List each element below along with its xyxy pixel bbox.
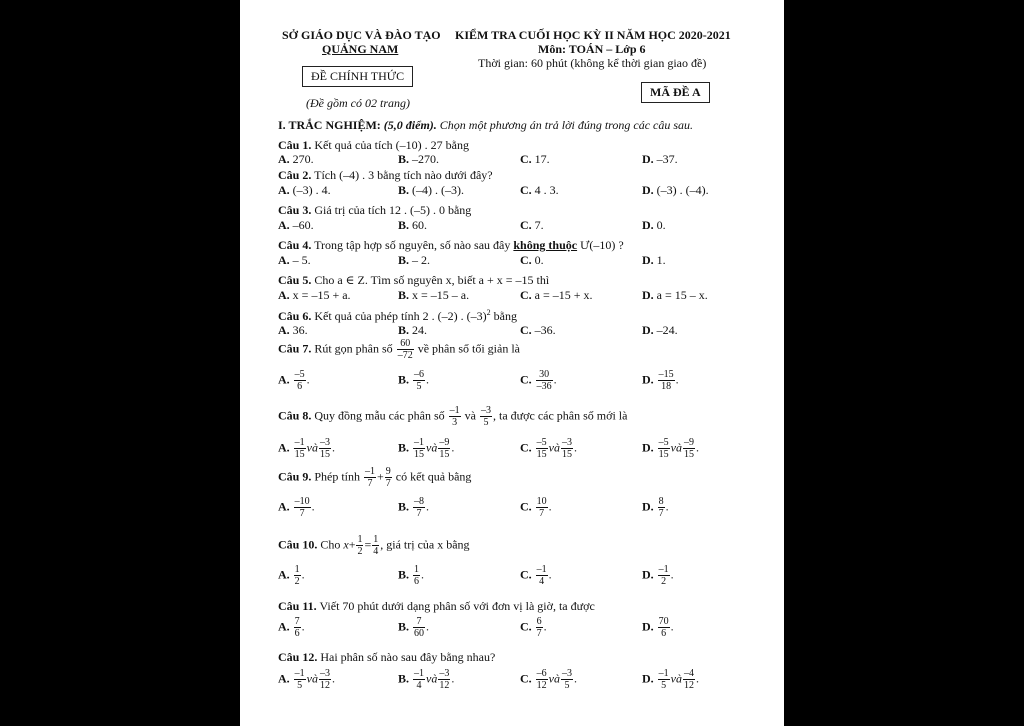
question-12: Câu 12. Hai phân số nào sau đây bằng nhau? — [278, 650, 496, 664]
q7-option-b[interactable]: B. $\frac{-6}{5}$ . — [398, 369, 430, 392]
q4-option-c[interactable]: C. 0. — [520, 253, 544, 267]
q12-option-c[interactable]: C. $\frac{-6}{12}$ và $\frac{-3}{5}$ . — [520, 668, 577, 691]
q5-option-d[interactable]: D. a = 15 – x. — [642, 288, 708, 302]
q6-option-c[interactable]: C. –36. — [520, 323, 556, 337]
q4-option-b[interactable]: B. – 2. — [398, 253, 431, 267]
q1-option-d[interactable]: D. –37. — [642, 152, 678, 166]
q3-option-c[interactable]: C. 7. — [520, 218, 544, 232]
duration: Thời gian: 60 phút (không kể thời gian giao đề) — [478, 56, 707, 70]
q12-option-d[interactable]: D. $\frac{-1}{5}$ và $\frac{-4}{12}$ . — [642, 668, 699, 691]
q11-option-a[interactable]: A. $\frac{7}{6}$ . — [278, 616, 305, 639]
q7-option-c[interactable]: C. $\frac{30}{-36}$ . — [520, 369, 557, 392]
q10-option-d[interactable]: D. $\frac{-1}{2}$ . — [642, 564, 674, 587]
q4-option-a[interactable]: A. – 5. — [278, 253, 311, 267]
question-3: Câu 3. Giá trị của tích 12 . (–5) . 0 bằng — [278, 203, 472, 217]
exam-code: MÃ ĐỀ A — [641, 82, 710, 103]
question-8: Câu 8. Quy đồng mẫu các phân số $\frac{-1}{3}$ và $\frac{-3}{5}$ , ta được các phân số mới là — [278, 405, 628, 428]
section-instruction: Chọn một phương án trả lời đúng trong các câu sau. — [439, 118, 694, 132]
q9-option-a[interactable]: A. $\frac{-10}{7}$ . — [278, 496, 315, 519]
q2-option-b[interactable]: B. (–4) . (–3). — [398, 183, 464, 197]
question-1: Câu 1. Kết quả của tích (–10) . 27 bằng — [278, 138, 469, 152]
department-name: SỞ GIÁO DỤC VÀ ĐÀO TẠO — [282, 28, 441, 42]
q8-option-c[interactable]: C. $\frac{-5}{15}$ và $\frac{-3}{15}$ . — [520, 437, 577, 460]
question-7: Câu 7. Rút gọn phân số $\frac{60}{-72}$ về phân số tối giản là — [278, 338, 520, 361]
section-title: I. TRẮC NGHIỆM: — [278, 118, 381, 132]
question-4: Câu 4. Trong tập hợp số nguyên, số nào sau đây không thuộc Ư(–10) ? — [278, 238, 624, 252]
q4-option-d[interactable]: D. 1. — [642, 253, 666, 267]
q11-option-c[interactable]: C. $\frac{6}{7}$ . — [520, 616, 547, 639]
q7-option-d[interactable]: D. $\frac{-15}{18}$ . — [642, 369, 679, 392]
q1-option-a[interactable]: A. 270. — [278, 152, 314, 166]
section-points: (5,0 điểm). — [383, 118, 437, 132]
question-2: Câu 2. Tích (–4) . 3 bằng tích nào dưới đây? — [278, 168, 493, 182]
q2-option-d[interactable]: D. (–3) . (–4). — [642, 183, 709, 197]
q8-option-b[interactable]: B. $\frac{-1}{15}$ và $\frac{-9}{15}$ . — [398, 437, 455, 460]
exam-title: KIỂM TRA CUỐI HỌC KỲ II NĂM HỌC 2020-2021 — [455, 28, 731, 42]
q6-option-a[interactable]: A. 36. — [278, 323, 308, 337]
q5-option-b[interactable]: B. x = –15 – a. — [398, 288, 470, 302]
subject: Môn: TOÁN – Lớp 6 — [538, 42, 646, 56]
question-10: Câu 10. Cho x+ $\frac{1}{2}$ = $\frac{1}{4}$ , giá trị của x bằng — [278, 534, 470, 557]
q9-option-b[interactable]: B. $\frac{-8}{7}$ . — [398, 496, 430, 519]
question-11: Câu 11. Viết 70 phút dưới dạng phân số với đơn vị là giờ, ta được — [278, 599, 595, 613]
official-box: ĐỀ CHÍNH THỨC — [302, 66, 413, 87]
q3-option-a[interactable]: A. –60. — [278, 218, 314, 232]
exam-page — [240, 0, 784, 726]
q7-option-a[interactable]: A. $\frac{-5}{6}$ . — [278, 369, 310, 392]
q6-option-b[interactable]: B. 24. — [398, 323, 428, 337]
q3-option-b[interactable]: B. 60. — [398, 218, 428, 232]
q2-option-a[interactable]: A. (–3) . 4. — [278, 183, 331, 197]
q2-option-c[interactable]: C. 4 . 3. — [520, 183, 559, 197]
q5-option-c[interactable]: C. a = –15 + x. — [520, 288, 593, 302]
q11-option-b[interactable]: B. $\frac{7}{60}$ . — [398, 616, 430, 639]
q12-option-b[interactable]: B. $\frac{-1}{4}$ và $\frac{-3}{12}$ . — [398, 668, 455, 691]
q8-option-d[interactable]: D. $\frac{-5}{15}$ và $\frac{-9}{15}$ . — [642, 437, 699, 460]
q10-option-b[interactable]: B. $\frac{1}{6}$ . — [398, 564, 425, 587]
q9-option-c[interactable]: C. $\frac{10}{7}$ . — [520, 496, 552, 519]
pages-note: (Đề gồm có 02 trang) — [306, 96, 410, 110]
province-name: QUẢNG NAM — [322, 42, 399, 56]
q11-option-d[interactable]: D. $\frac{70}{6}$ . — [642, 616, 674, 639]
question-5: Câu 5. Cho a ∈ Z. Tìm số nguyên x, biết a + x = –15 thì — [278, 273, 550, 287]
q8-option-a[interactable]: A. $\frac{-1}{15}$ và $\frac{-3}{15}$ . — [278, 437, 335, 460]
section-heading — [278, 118, 693, 133]
q1-option-c[interactable]: C. 17. — [520, 152, 550, 166]
q12-option-a[interactable]: A. $\frac{-1}{5}$ và $\frac{-3}{12}$ . — [278, 668, 335, 691]
q3-option-d[interactable]: D. 0. — [642, 218, 666, 232]
question-6: Câu 6. Kết quả của phép tính 2 . (–2) . $(-3)^2$ bằng — [278, 308, 517, 323]
q10-option-a[interactable]: A. $\frac{1}{2}$ . — [278, 564, 305, 587]
question-9: Câu 9. Phép tính $\frac{-1}{7}$ + $\frac{9}{7}$ có kết quả bằng — [278, 466, 472, 489]
q1-option-b[interactable]: B. –270. — [398, 152, 440, 166]
q5-option-a[interactable]: A. x = –15 + a. — [278, 288, 351, 302]
q6-option-d[interactable]: D. –24. — [642, 323, 678, 337]
q10-option-c[interactable]: C. $\frac{-1}{4}$ . — [520, 564, 552, 587]
q9-option-d[interactable]: D. $\frac{8}{7}$ . — [642, 496, 669, 519]
